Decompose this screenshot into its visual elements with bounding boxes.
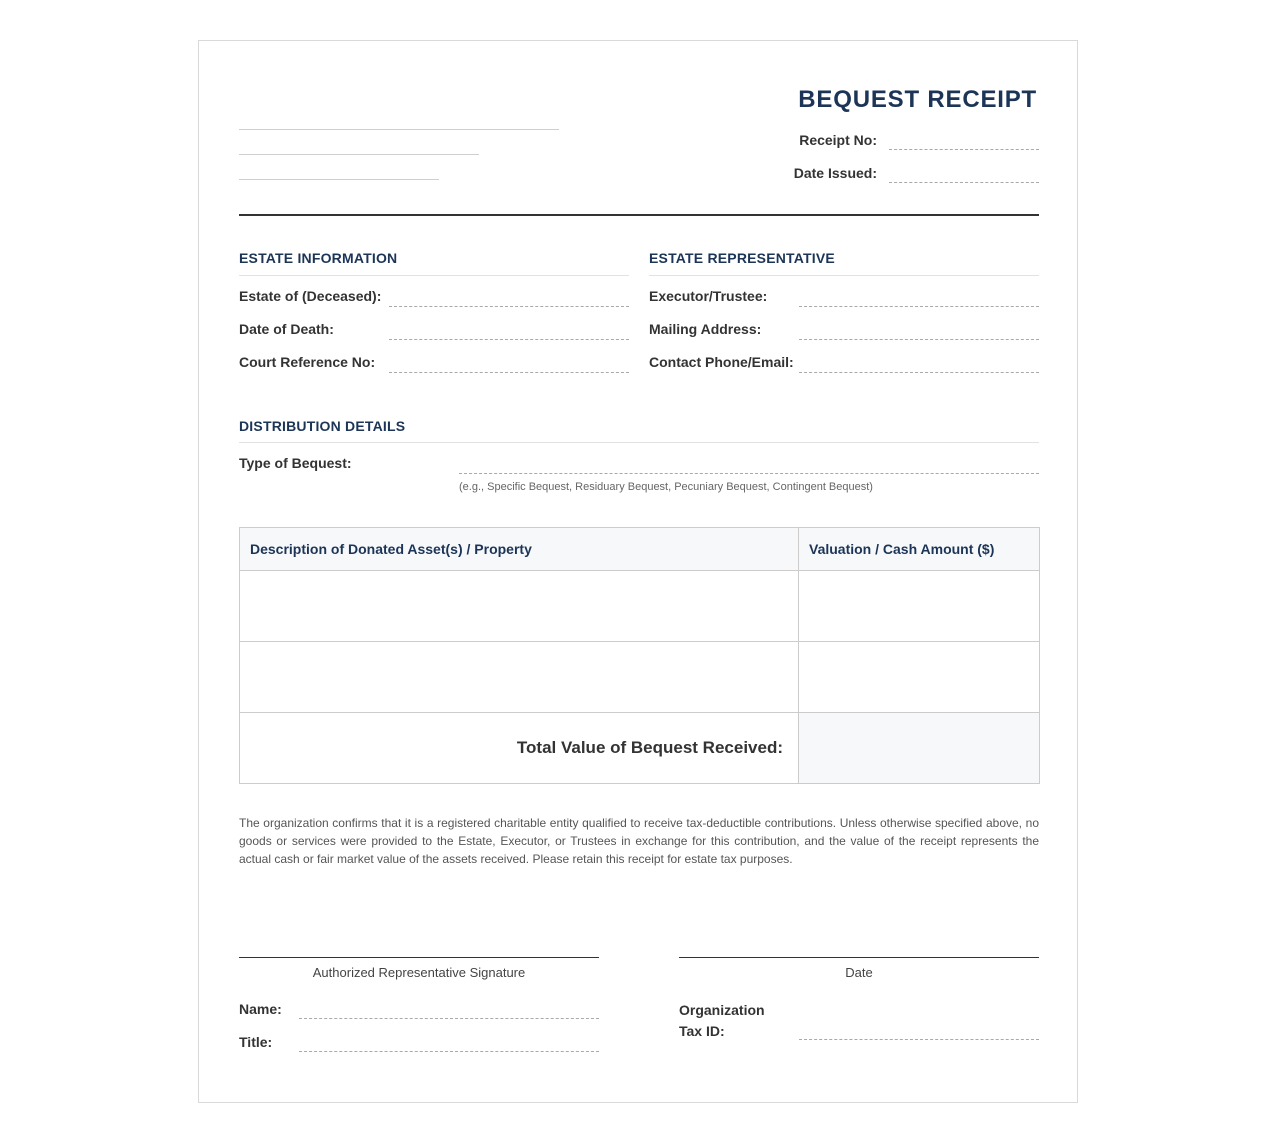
total-value-label: Total Value of Bequest Received: <box>240 713 799 784</box>
name-label: Name: <box>239 1001 282 1017</box>
tax-id-label: Organization Tax ID: <box>679 1002 765 1039</box>
asset-value-cell[interactable] <box>799 642 1040 713</box>
asset-value-cell[interactable] <box>799 571 1040 642</box>
date-of-death-label: Date of Death: <box>239 321 334 337</box>
table-total-row <box>240 713 1040 784</box>
org-address-line-3[interactable] <box>239 179 439 180</box>
date-line[interactable] <box>679 957 1039 958</box>
contact-field[interactable] <box>799 372 1039 373</box>
signature-caption: Authorized Representative Signature <box>312 965 526 980</box>
mailing-address-field[interactable] <box>799 339 1039 340</box>
document-title: BEQUEST RECEIPT <box>798 86 1037 113</box>
contact-label: Contact Phone/Email: <box>649 354 794 370</box>
org-address-line-2[interactable] <box>239 154 479 155</box>
estate-representative-rule <box>649 275 1039 276</box>
asset-description-cell[interactable] <box>240 571 799 642</box>
header-divider <box>239 214 1039 216</box>
distribution-details-rule <box>239 442 1039 443</box>
name-field[interactable] <box>299 1018 599 1019</box>
executor-label: Executor/Trustee: <box>649 288 768 304</box>
receipt-no-label: Receipt No: <box>799 132 877 148</box>
type-of-bequest-label: Type of Bequest: <box>239 455 352 471</box>
title-field[interactable] <box>299 1051 599 1052</box>
table-row <box>240 571 1040 642</box>
estate-representative-title: ESTATE REPRESENTATIVE <box>649 250 835 266</box>
table-row <box>240 642 1040 713</box>
estate-information-rule <box>239 275 629 276</box>
distribution-details-title: DISTRIBUTION DETAILS <box>239 418 406 434</box>
estate-deceased-field[interactable] <box>389 306 629 307</box>
title-label: Title: <box>239 1034 273 1050</box>
date-issued-label: Date Issued: <box>793 165 877 181</box>
date-issued-field[interactable] <box>889 182 1039 183</box>
tax-id-field[interactable] <box>799 1039 1039 1040</box>
court-reference-label: Court Reference No: <box>239 354 376 370</box>
asset-description-cell[interactable] <box>240 642 799 713</box>
description-column-header: Description of Donated Asset(s) / Property <box>240 528 799 571</box>
mailing-address-label: Mailing Address: <box>649 321 762 337</box>
signature-line[interactable] <box>239 957 599 958</box>
type-of-bequest-hint: (e.g., Specific Bequest, Residuary Bequest, Pecuniary Bequest, Contingent Bequest) <box>459 481 873 493</box>
executor-field[interactable] <box>799 306 1039 307</box>
estate-information-title: ESTATE INFORMATION <box>239 250 398 266</box>
receipt-page <box>198 40 1078 1103</box>
estate-deceased-label: Estate of (Deceased): <box>239 288 382 304</box>
receipt-no-field[interactable] <box>889 149 1039 150</box>
date-caption: Date <box>845 965 873 980</box>
assets-table <box>239 527 1040 784</box>
org-address-line-1[interactable] <box>239 129 559 130</box>
tax-disclaimer: The organization confirms that it is a registered charitable entity qualified to receive tax-deductible contributions. Unless otherwise specified above, no goods or services were provided to the Estate, Executor, or Trustees in exchange for this contribution, and the value of the receipt represents the actual cash or fair market value of the assets received. Please retain this receipt for estate tax purposes. <box>239 816 1039 866</box>
court-reference-field[interactable] <box>389 372 629 373</box>
value-column-header: Valuation / Cash Amount ($) <box>799 528 1040 571</box>
date-of-death-field[interactable] <box>389 339 629 340</box>
table-header-row <box>240 528 1040 571</box>
type-of-bequest-field[interactable] <box>459 473 1039 474</box>
total-value-cell[interactable] <box>799 713 1040 784</box>
